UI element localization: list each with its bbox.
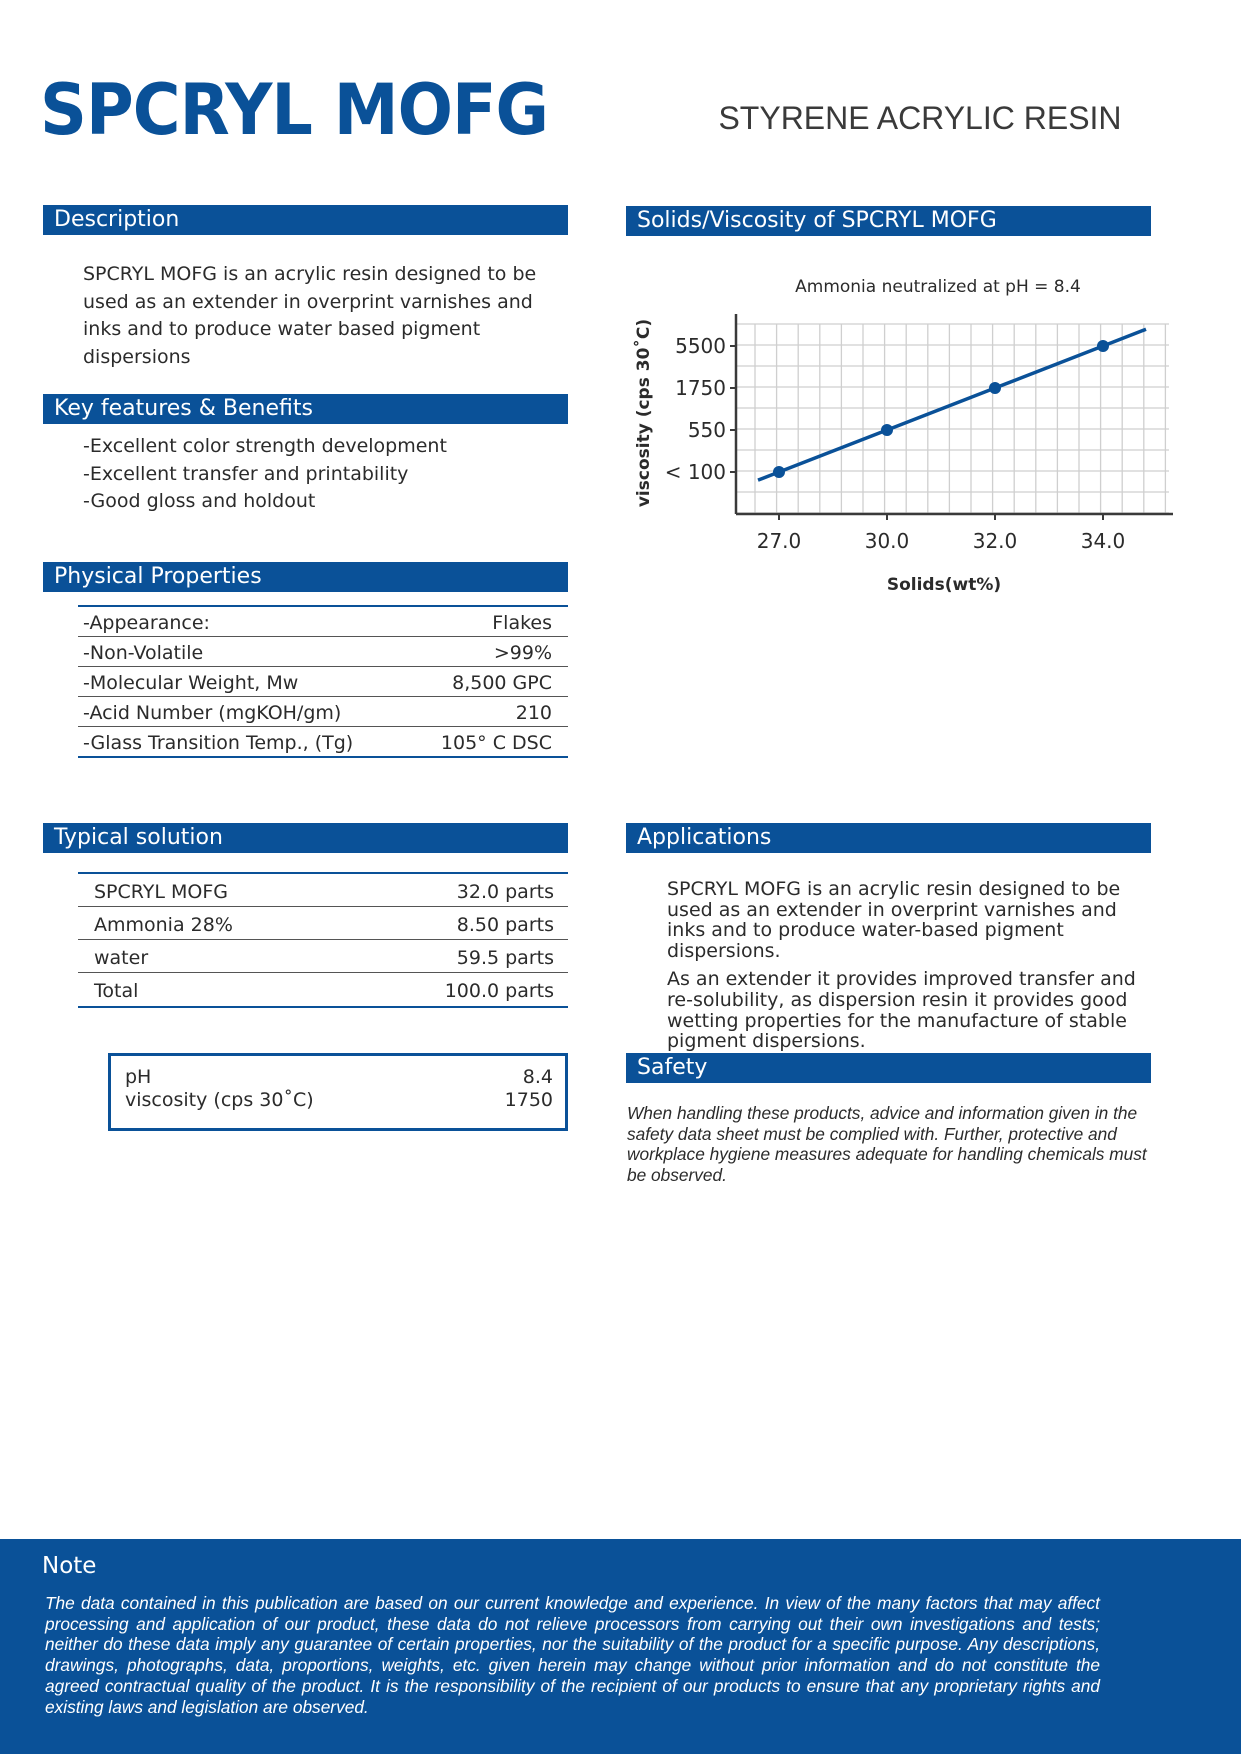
description-text [83,261,568,371]
property-value: Flakes [492,612,552,634]
ingredient-amount: 59.5 parts [456,947,554,969]
note-text: The data contained in this publication are based on our current knowledge and experience. In view of the many factors that may affect processing and application of our product, these data do not relieve processors from carrying out their own investigations and tests; neither do these data imply any guarantee of certain properties, nor the suitability of the product for a specific purpose. Any descriptions, drawings, photographs, data, proportions, weights, etc. given herein may change without prior information and do not constitute the agreed contractual quality of the product. It is the responsibility of the recipient of our products to ensure that any proprietary rights and existing laws and legislation are observed. [45,1593,1100,1717]
typical-solution-table [78,872,568,1008]
typical-solution-heading: Typical solution [43,823,568,853]
feature-item: -Good gloss and holdout [83,490,316,512]
property-value: 210 [515,702,552,724]
table-row [78,940,568,973]
data-point [1097,340,1109,352]
table-row [78,907,568,940]
ph-label: pH [125,1066,152,1088]
feature-item: -Excellent transfer and printability [83,462,409,485]
table-row [78,697,568,727]
solids-viscosity-chart [626,270,1186,610]
property-label: -Appearance: [83,612,210,634]
table-row [78,637,568,667]
property-label: -Molecular Weight, Mw [83,672,299,694]
table-row [78,607,568,637]
data-point [989,382,1001,394]
safety-heading: Safety [626,1053,1151,1083]
description-paragraph: SPCRYL MOFG is an acrylic resin designed to be used as an extender in overprint varnishes and inks and to produce water based pigment dispersions [83,263,537,368]
ingredient-label: SPCRYL MOFG [94,881,229,903]
x-tick-label: 30.0 [864,529,910,553]
chart-title: Ammonia neutralized at pH = 8.4 [795,277,1081,297]
features-heading: Key features & Benefits [43,394,568,424]
applications-paragraph: SPCRYL MOFG is an acrylic resin designed to be used as an extender in overprint varnishes and inks and to produce water-based pigment dispersions. [667,878,1121,962]
ingredient-label: Ammonia 28% [94,914,233,936]
ingredient-label: water [94,947,149,969]
x-tick-label: 34.0 [1080,529,1126,553]
table-row [78,727,568,756]
data-point [773,466,785,478]
physical-properties-heading: Physical Properties [43,562,568,592]
ph-viscosity-box [108,1053,568,1131]
safety-text: When handling these products, advice and information given in the safety data sheet must be complied with. Further, protective and workplace hygiene measures adequate for handling chemicals must be observed. [627,1103,1147,1185]
ingredient-label: Total [94,980,139,1002]
description-heading: Description [43,205,568,235]
physical-properties-table [78,605,568,758]
table-row [78,667,568,697]
ingredient-amount: 8.50 parts [456,914,554,936]
y-tick-label: 1750 [675,376,726,400]
viscosity-value: 1750 [504,1089,553,1111]
ph-row [125,1066,553,1089]
viscosity-label: viscosity (cps 30˚C) [125,1089,314,1111]
series-line [758,329,1146,480]
property-label: -Non-Volatile [83,642,204,664]
chart-y-axis-label: viscosity (cps 30˚C) [634,318,654,508]
feature-item: -Excellent color strength development [83,435,447,457]
product-name: SPCRYL MOFG [40,69,549,151]
property-value: 8,500 GPC [452,672,552,694]
chart-series [758,329,1146,480]
y-tick-label: 5500 [675,334,726,358]
applications-heading: Applications [626,823,1151,853]
y-tick-label: < 100 [664,460,726,484]
x-tick-label: 32.0 [972,529,1018,553]
y-tick-label: 550 [687,418,726,442]
note-heading: Note [42,1553,97,1579]
property-value: 105° C DSC [440,732,552,754]
x-tick-label: 27.0 [756,529,802,553]
ingredient-amount: 100.0 parts [444,980,554,1002]
table-row [78,874,568,907]
property-value: >99% [493,642,552,664]
property-label: -Acid Number (mgKOH/gm) [83,702,342,724]
chart-x-axis-label: Solids(wt%) [886,575,1002,595]
property-label: -Glass Transition Temp., (Tg) [83,732,354,754]
ph-value: 8.4 [522,1066,553,1088]
viscosity-row [125,1089,553,1112]
ingredient-amount: 32.0 parts [456,881,554,903]
chart-heading: Solids/Viscosity of SPCRYL MOFG [626,206,1151,236]
product-type: STYRENE ACRYLIC RESIN [718,100,1122,136]
applications-paragraph: As an extender it provides improved transfer and re-solubility, as dispersion resin it provides good wetting properties for the manufacture of stable pigment dispersions. [667,968,1136,1053]
table-row [78,973,568,1006]
features-list [83,433,568,516]
chart-grid [736,324,1169,514]
applications-text [667,879,1157,1052]
data-point [881,424,893,436]
